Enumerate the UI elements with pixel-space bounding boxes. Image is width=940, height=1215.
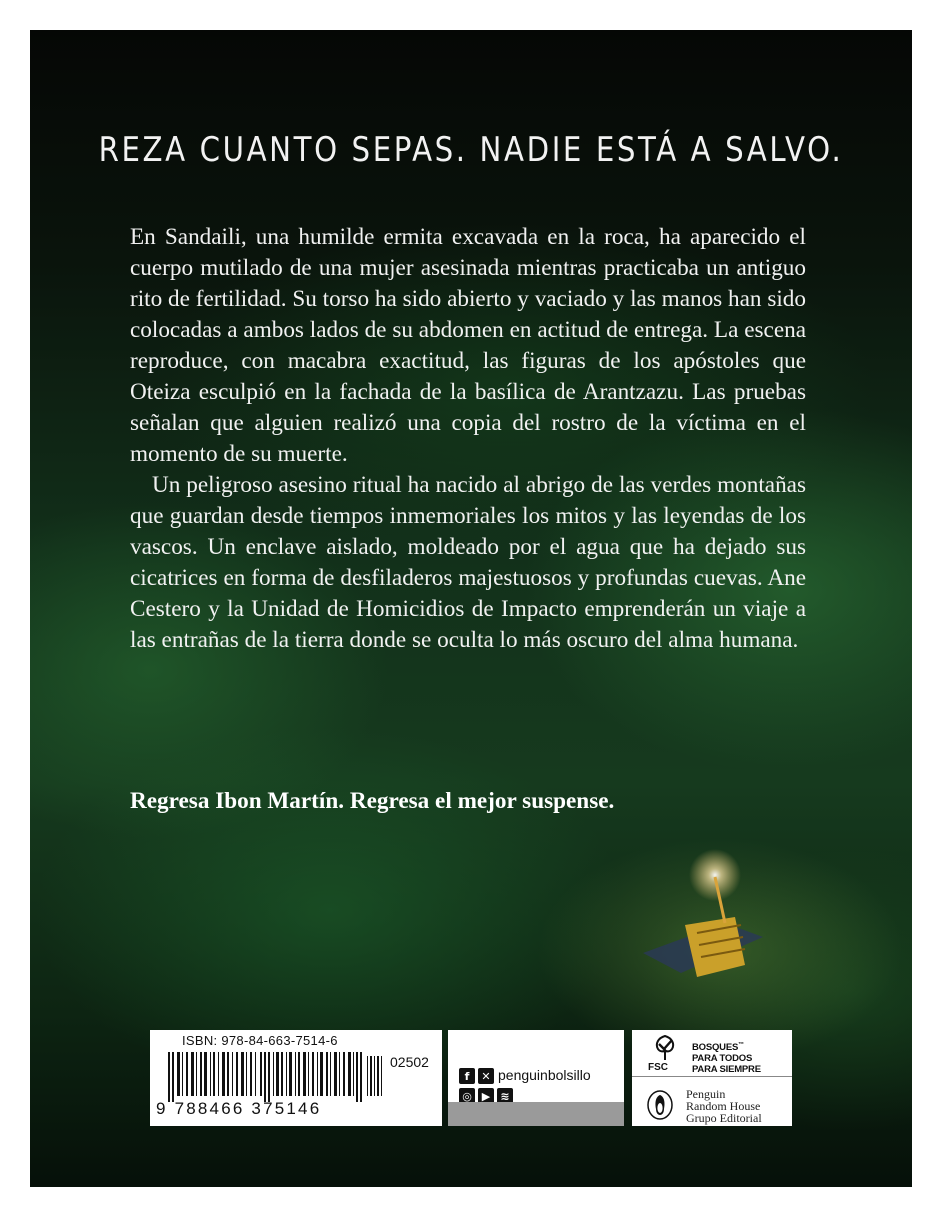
- publisher-line-1: Penguin: [686, 1087, 726, 1101]
- isbn-barcode: [164, 1052, 384, 1102]
- price-code: 02502: [390, 1054, 429, 1070]
- candle-lamp-illustration: [585, 805, 805, 985]
- barcode-digits: 9 788466 375146: [156, 1099, 322, 1118]
- publisher-line-3: Grupo Editorial: [686, 1111, 762, 1125]
- fsc-slogan: [692, 1040, 761, 1075]
- synopsis-paragraph-1: En Sandaili, una humilde ermita excavada en la roca, ha aparecido el cuerpo mutilado de una mujer asesinada mientras practicaba un antiguo rito de fertilidad. Su torso ha sido abierto y vaciado y las manos han sido colocadas a ambos lados de su abdomen en actitud de entrega. La escena reproduce, con macabra exactitud, las figuras de los apóstoles que Oteiza esculpió en la fachada de la basílica de Arantzazu. Las pruebas señalan que alguien realizó una copia del rostro de la víctima en el momento de su muerte.: [130, 224, 806, 467]
- synopsis-paragraph-2: Un peligroso asesino ritual ha nacido al abrigo de las verdes montañas que guardan desde tiempos inmemoriales los mitos y las leyendas de los vascos. Un enclave aislado, moldeado por el agua que ha dejado sus cicatrices en forma de desfiladeros majestuosos y profundas cuevas. Ane Cestero y la Unidad de Homicidios de Impacto emprenderán un viaje a las entrañas de la tierra donde se oculta lo más oscuro del alma humana.: [130, 472, 806, 653]
- penguin-logo-icon: [646, 1090, 674, 1120]
- isbn-label: ISBN: 978-84-663-7514-6: [182, 1033, 338, 1048]
- fsc-label: FSC: [648, 1062, 668, 1073]
- publisher-line-2: Random House: [686, 1099, 761, 1113]
- facebook-icon: f: [459, 1068, 475, 1084]
- social-icons-row-1: [459, 1068, 494, 1084]
- barcode-panel: [150, 1030, 442, 1126]
- synopsis: [130, 222, 806, 656]
- youtube-icon: ▶: [478, 1088, 494, 1104]
- x-icon: ✕: [478, 1068, 494, 1084]
- fsc-slogan-line-1: BOSQUES: [692, 1042, 739, 1054]
- social-handle: penguinbolsillo: [498, 1067, 591, 1083]
- grey-strip: [448, 1102, 624, 1126]
- back-cover: [30, 30, 912, 1187]
- spotify-icon: ≋: [497, 1088, 513, 1104]
- certification-panel: [632, 1030, 792, 1126]
- fsc-slogan-line-3: PARA SIEMPRE: [692, 1064, 761, 1076]
- fsc-block: [632, 1030, 792, 1077]
- fsc-slogan-line-2: PARA TODOS: [692, 1053, 753, 1065]
- trademark: ™: [738, 1042, 744, 1048]
- instagram-icon: ◎: [459, 1088, 475, 1104]
- tagline: REZA CUANTO SEPAS. NADIE ESTÁ A SALVO.: [98, 130, 844, 170]
- closing-line: Regresa Ibon Martín. Regresa el mejor suspense.: [130, 788, 615, 814]
- tree-check-icon: [650, 1034, 680, 1062]
- publisher-name: [686, 1088, 762, 1124]
